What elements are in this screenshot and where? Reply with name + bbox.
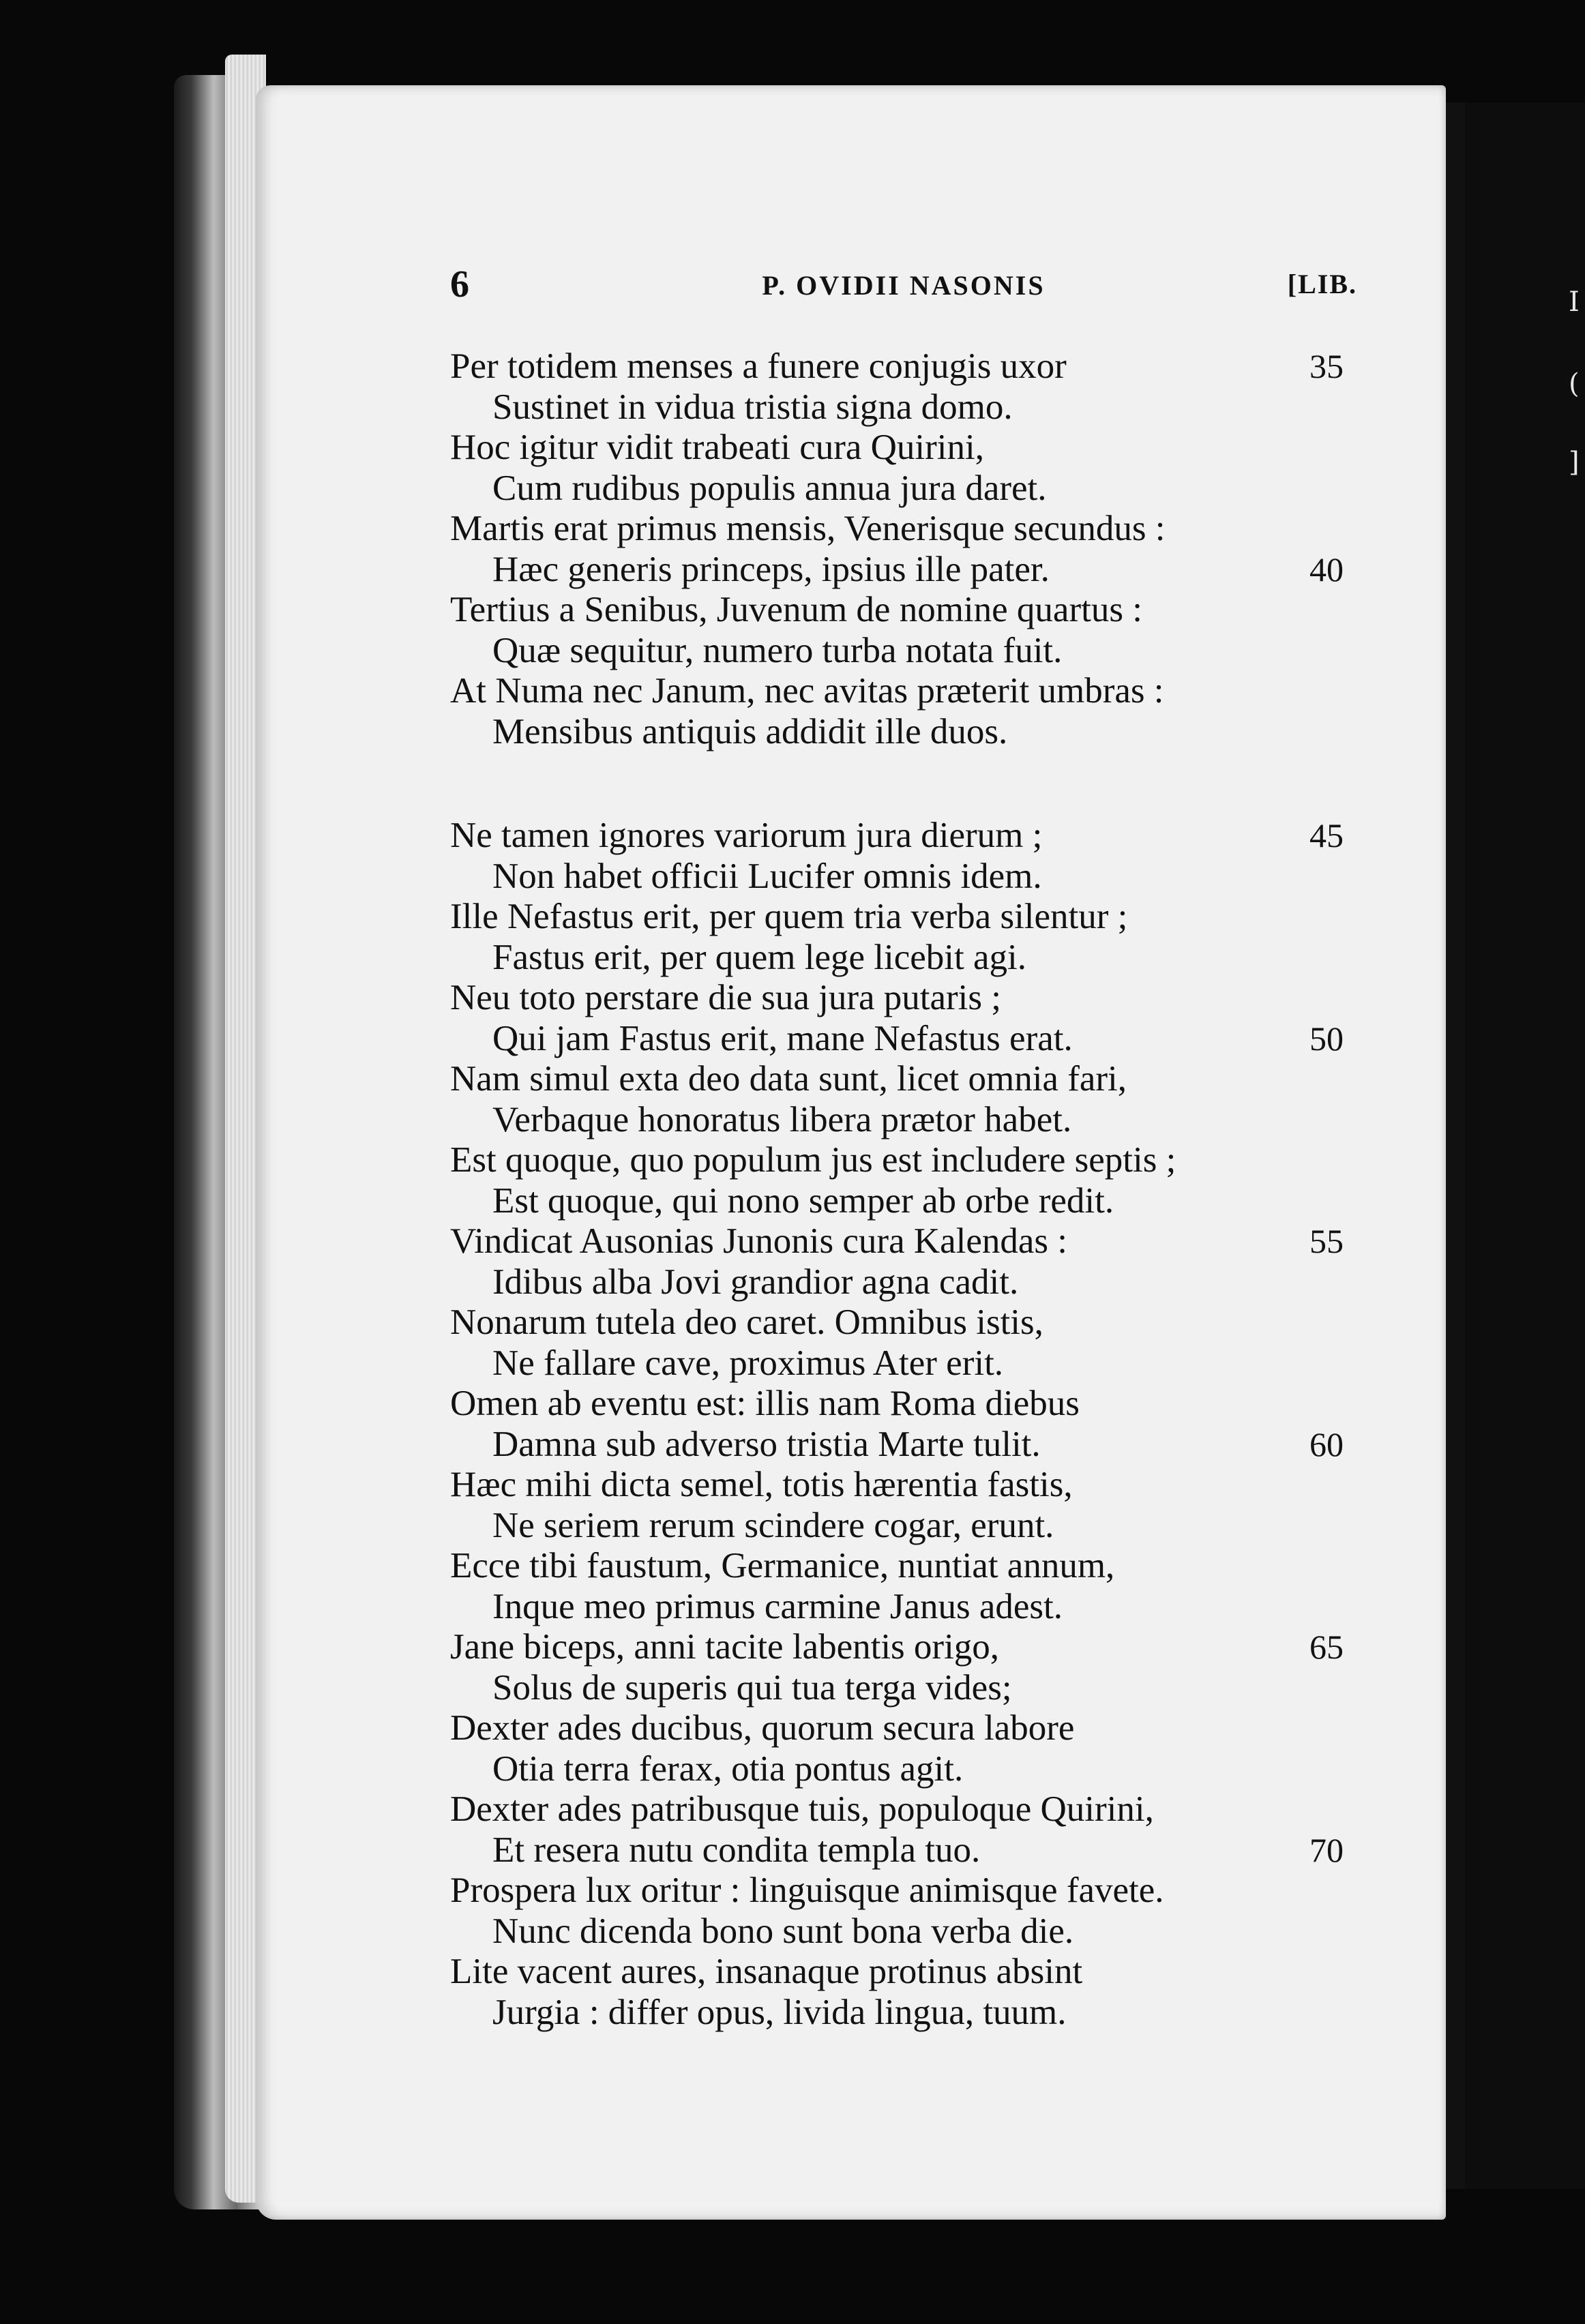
page-number: 6 (450, 263, 469, 306)
verse-line (450, 1343, 1364, 1384)
verse-line (450, 1302, 1364, 1343)
verse-line (450, 1384, 1364, 1425)
verse-line (450, 1627, 1364, 1668)
verse-text: Ille Nefastus erit, per quem tria verba silentur ; (450, 897, 1128, 936)
verse-text: Martis erat primus mensis, Venerisque secundus : (450, 509, 1166, 548)
verse-line (450, 1708, 1364, 1749)
verse-text: Idibus alba Jovi grandior agna cadit. (492, 1262, 1019, 1302)
verse-line (450, 1749, 1364, 1790)
verse-line (450, 550, 1364, 591)
verse-line (450, 590, 1364, 631)
verse-text: Otia terra ferax, otia pontus agit. (492, 1748, 964, 1789)
verse-line (450, 1789, 1364, 1830)
verse-text: Jane biceps, anni tacite labentis origo, (450, 1627, 1000, 1667)
verse-line (450, 1019, 1364, 1060)
verse-line (450, 1425, 1364, 1465)
verse-text: Nonarum tutela deo caret. Omnibus istis, (450, 1302, 1043, 1342)
verse-text: Qui jam Fastus erit, mane Nefastus erat. (492, 1018, 1073, 1058)
verse-line (450, 978, 1364, 1019)
verse-text: Quæ sequitur, numero turba notata fuit. (492, 630, 1063, 670)
verse-text: Sustinet in vidua tristia signa domo. (492, 387, 1013, 427)
verse-line (450, 387, 1364, 428)
verse-text: Inque meo primus carmine Janus adest. (492, 1586, 1063, 1626)
verse-line (450, 938, 1364, 979)
verse-line (450, 816, 1364, 856)
verse-text: Damna sub adverso tristia Marte tulit. (492, 1424, 1041, 1464)
verse-text: Dexter ades patribusque tuis, populoque Quirini, (450, 1789, 1154, 1829)
verse-line (450, 1221, 1364, 1262)
verse-text: Per totidem menses a funere conjugis uxor (450, 346, 1067, 386)
verse-text: Prospera lux oritur : linguisque animisque favete. (450, 1871, 1164, 1910)
line-number: 45 (1309, 816, 1344, 854)
verse-line (450, 1546, 1364, 1587)
verse-line (450, 1668, 1364, 1709)
verse-text: Ne tamen ignores variorum jura dierum ; (450, 816, 1043, 855)
verse-line (450, 671, 1364, 712)
verse-line (450, 346, 1364, 387)
verse-text: Cum rudibus populis annua jura daret. (492, 468, 1047, 508)
verse-line (450, 1181, 1364, 1222)
verse-line (450, 1911, 1364, 1952)
verse-text: At Numa nec Janum, nec avitas præterit umbras : (450, 671, 1164, 711)
verse-line (450, 1993, 1364, 2034)
verse-text: Ne fallare cave, proximus Ater erit. (492, 1343, 1004, 1383)
verse-text: Fastus erit, per quem lege licebit agi. (492, 937, 1026, 977)
book-label: [LIB. (1287, 269, 1357, 299)
verse-text: Hæc mihi dicta semel, totis hærentia fastis, (450, 1465, 1073, 1504)
verse-text: Nunc dicenda bono sunt bona verba die. (492, 1911, 1074, 1951)
verse-text: Hæc generis princeps, ipsius ille pater. (492, 549, 1050, 589)
verse-text: Verbaque honoratus libera prætor habet. (492, 1099, 1072, 1139)
verse-text: Ne seriem rerum scindere cogar, erunt. (492, 1505, 1054, 1545)
verse-text: Solus de superis qui tua terga vides; (492, 1667, 1012, 1708)
verse-line (450, 1830, 1364, 1871)
verse-text: Non habet officii Lucifer omnis idem. (492, 856, 1042, 896)
facing-page-mark: ] (1569, 447, 1580, 478)
verse-text: Jurgia : differ opus, livida lingua, tuum. (492, 1992, 1067, 2032)
verse-text: Neu toto perstare die sua jura putaris ; (450, 978, 1001, 1017)
verse-text: Mensibus antiquis addidit ille duos. (492, 711, 1008, 751)
verse-text: Tertius a Senibus, Juvenum de nomine quartus : (450, 590, 1142, 629)
verse-line (450, 1871, 1364, 1911)
verse-text: Ecce tibi faustum, Germanice, nuntiat annum, (450, 1546, 1115, 1585)
verse-line (450, 631, 1364, 672)
verse-text: Lite vacent aures, insanaque protinus absint (450, 1952, 1083, 1991)
running-head (450, 263, 1357, 306)
verse-text: Est quoque, qui nono semper ab orbe redit. (492, 1180, 1114, 1221)
verse-line (450, 1262, 1364, 1303)
line-number: 70 (1309, 1830, 1344, 1869)
verse-line (450, 1587, 1364, 1628)
verse-line (450, 1100, 1364, 1141)
line-number: 40 (1309, 550, 1344, 589)
verse-line (450, 1059, 1364, 1100)
book-gutter (1446, 102, 1465, 2189)
verse-line (450, 1140, 1364, 1181)
line-number: 50 (1309, 1019, 1344, 1058)
verse-line (450, 1465, 1364, 1506)
verse-text: Hoc igitur vidit trabeati cura Quirini, (450, 428, 984, 467)
facing-page-mark: ( (1569, 368, 1580, 400)
verse-text: Omen ab eventu est: illis nam Roma diebus (450, 1384, 1080, 1423)
verse-line (450, 897, 1364, 938)
verse-line (450, 712, 1364, 753)
line-number: 65 (1309, 1628, 1344, 1666)
verse-line (450, 468, 1364, 509)
verse-text: Nam simul exta deo data sunt, licet omnia fari, (450, 1059, 1127, 1099)
running-title: P. OVIDII NASONIS (762, 270, 1046, 301)
line-number: 60 (1309, 1425, 1344, 1463)
verse-text: Dexter ades ducibus, quorum secura labore (450, 1708, 1075, 1748)
verse-text: Est quoque, quo populum jus est includere septis ; (450, 1140, 1176, 1180)
verse-line (450, 428, 1364, 468)
verse-line (450, 856, 1364, 897)
verse-line (450, 509, 1364, 550)
poem-text (450, 346, 1364, 2033)
line-number: 35 (1309, 347, 1344, 385)
verse-line (450, 1506, 1364, 1547)
verse-text: Vindicat Ausonias Junonis cura Kalendas : (450, 1221, 1068, 1261)
verse-line (450, 1952, 1364, 1993)
line-number: 55 (1309, 1222, 1344, 1260)
facing-page-mark: I (1569, 286, 1580, 318)
facing-page-edge (1465, 102, 1585, 2189)
verse-text: Et resera nutu condita templa tuo. (492, 1830, 981, 1870)
